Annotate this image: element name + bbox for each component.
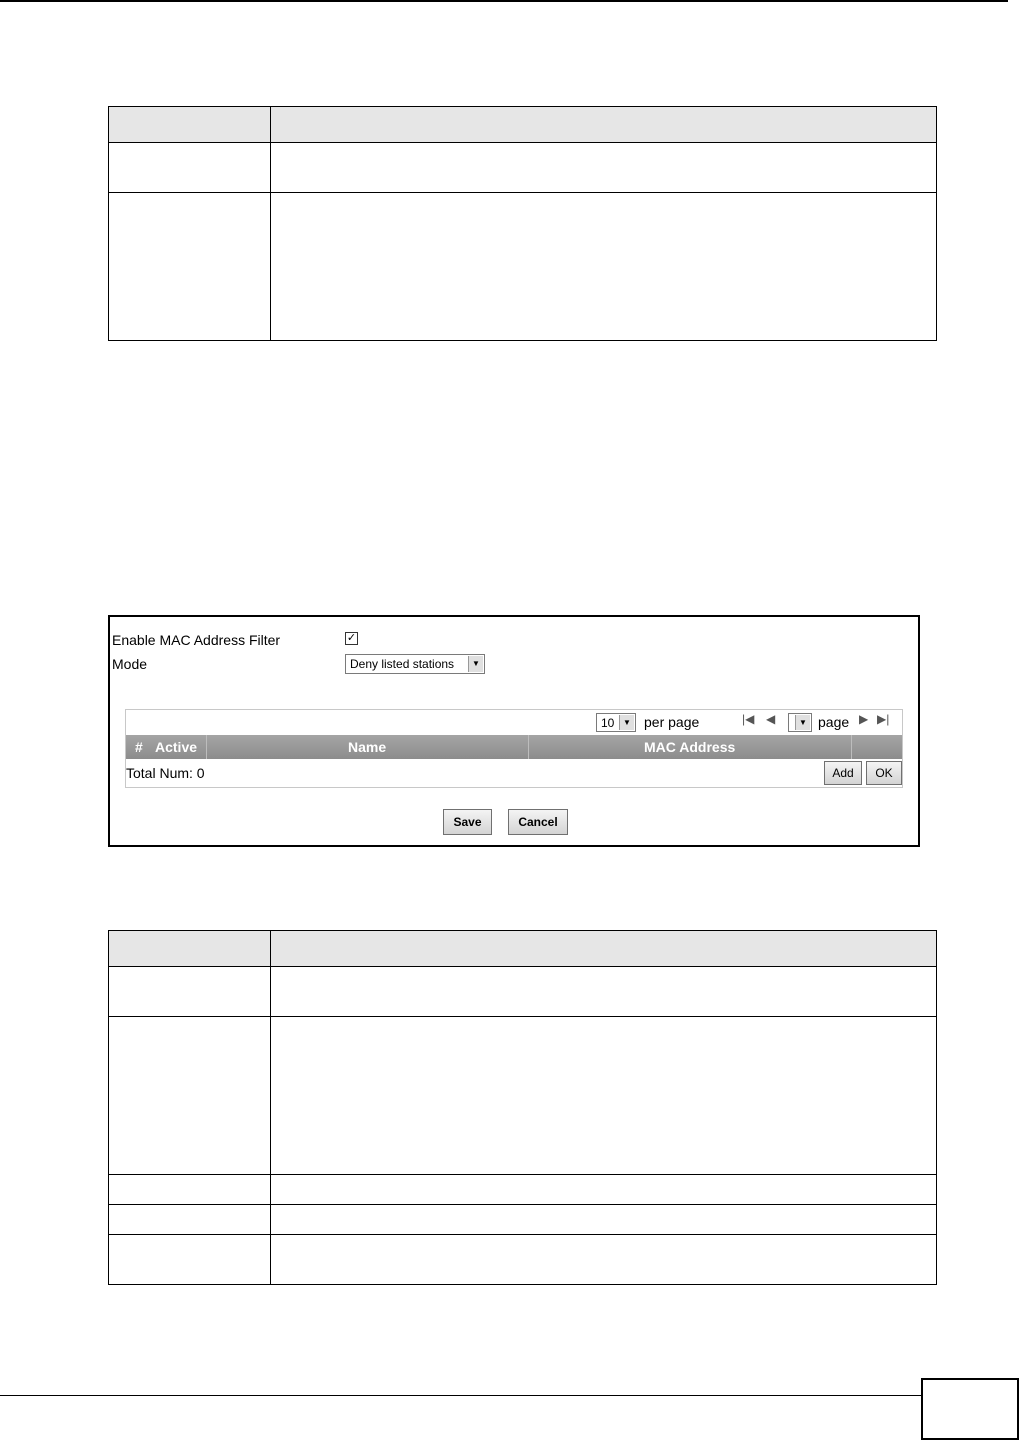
column-separator [528, 735, 529, 759]
enable-mac-filter-checkbox[interactable]: ✓ [346, 632, 357, 644]
add-button[interactable]: Add [824, 761, 862, 785]
page-number-box [921, 1378, 1019, 1440]
cancel-button[interactable]: Cancel [508, 809, 568, 835]
table-row-label-cell [109, 193, 271, 341]
column-active: Active [155, 739, 198, 755]
table-row-description-cell [271, 143, 937, 193]
chevron-down-icon: ▼ [795, 715, 810, 730]
table-row-description-cell [271, 967, 937, 1017]
table-row-description-cell [271, 193, 937, 341]
table-row-label-cell [109, 967, 271, 1017]
description-table-bottom [108, 930, 937, 1285]
footer-rule [0, 1395, 1008, 1396]
per-page-value: 10 [601, 716, 615, 730]
table-row-description-cell [271, 1175, 937, 1205]
column-name: Name [348, 739, 387, 755]
ok-button[interactable]: OK [866, 761, 902, 785]
per-page-label: per page [644, 714, 700, 730]
chevron-down-icon: ▼ [468, 656, 483, 672]
page-label: page [818, 714, 850, 730]
table-row-description-cell [271, 1205, 937, 1235]
per-page-select[interactable] [596, 713, 636, 732]
table-row-label-cell [109, 1017, 271, 1175]
save-button[interactable]: Save [443, 809, 492, 835]
chevron-down-icon: ▼ [619, 715, 634, 730]
table-row-description-cell [271, 1235, 937, 1285]
column-separator [206, 735, 207, 759]
table-footer-row [126, 759, 902, 787]
column-mac-address: MAC Address [644, 739, 736, 755]
last-page-icon[interactable]: ▶| [877, 712, 890, 726]
mac-address-table [125, 709, 903, 788]
pagination-bar [126, 710, 902, 735]
table-row-description-cell [271, 1017, 937, 1175]
table-header-label-cell [109, 931, 271, 967]
table-row-label-cell [109, 1235, 271, 1285]
mode-label: Mode [112, 656, 148, 672]
previous-page-icon[interactable]: ◀ [766, 712, 776, 726]
header-rule [0, 0, 1008, 2]
total-count: Total Num: 0 [126, 765, 205, 781]
mac-filter-screenshot [108, 615, 920, 847]
table-header-label-cell [109, 107, 271, 143]
table-row-label-cell [109, 1175, 271, 1205]
mode-select[interactable] [345, 654, 485, 674]
table-header-description-cell [271, 931, 937, 967]
page-select[interactable] [788, 713, 812, 732]
column-number: # [135, 739, 143, 755]
first-page-icon[interactable]: |◀ [742, 712, 755, 726]
mode-select-value: Deny listed stations [350, 657, 455, 671]
table-row-label-cell [109, 143, 271, 193]
column-separator [851, 735, 852, 759]
description-table-top [108, 106, 937, 341]
next-page-icon[interactable]: ▶ [859, 712, 869, 726]
table-column-header [126, 735, 902, 759]
enable-mac-filter-label: Enable MAC Address Filter [112, 632, 281, 648]
table-row-label-cell [109, 1205, 271, 1235]
table-header-description-cell [271, 107, 937, 143]
